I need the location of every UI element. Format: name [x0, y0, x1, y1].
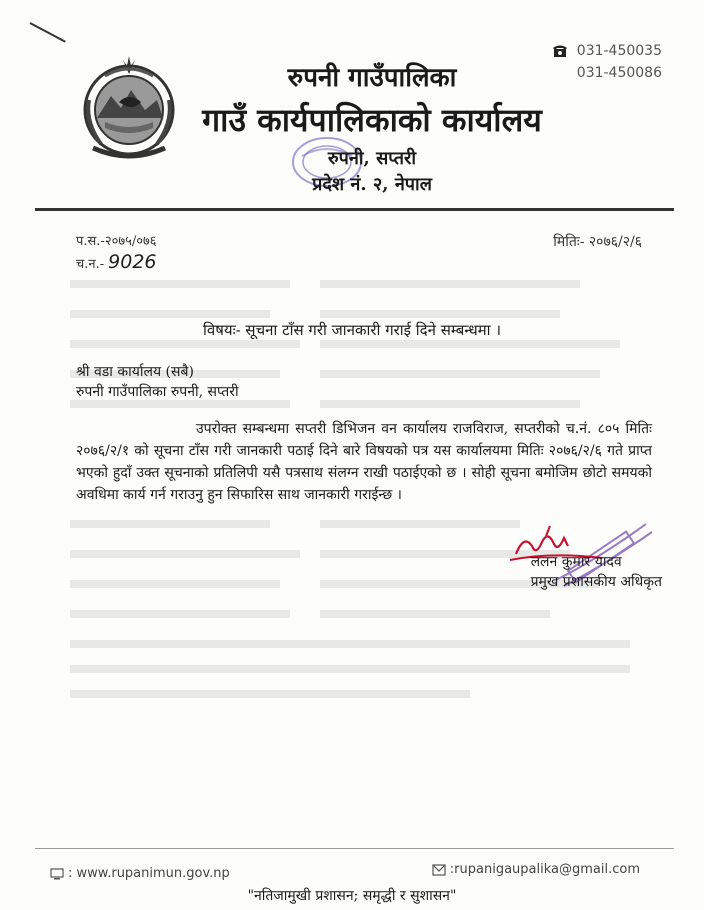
letter-body: उपरोक्त सम्बन्धमा सप्तरी डिभिजन वन कार्यालय राजविराज, सप्तरीको च.नं. ८०५ मितिः २०७६/२/१ को सूचना टाँस गरी जानकारी पठाई दिने बारे विषयको पत्र यस कार्यालयमा मितिः २०७६/२/६ गते प्राप्त भएको हुदाँ उक्त सूचनाको प्रतिलिपी यसै पत्रसाथ संलग्न राखी पठाईएको छ । सोही सूचना बमोजिम छोटो समयको अवधिमा कार्य गर्न गराउनु हुन सिफारिस साथ जानकारी गराईन्छ । [76, 421, 652, 503]
footer-email[interactable] [432, 862, 640, 877]
phone-icon [553, 44, 567, 58]
signer-title: प्रमुख प्रशासकीय अधिकृत [530, 574, 662, 590]
office-address: रुपनी, सप्तरी [327, 148, 417, 169]
reference-block [76, 232, 157, 275]
phone-number-1: 031-450035 [576, 43, 662, 59]
mail-icon [432, 864, 446, 876]
dispatch-number: 9026 [108, 251, 157, 273]
footer-divider [35, 848, 674, 849]
letter-date: मितिः- २०७६/२/६ [553, 234, 642, 250]
computer-icon [50, 868, 64, 880]
email-address[interactable]: :rupanigaupalika@gmail.com [449, 862, 640, 877]
signer-block [531, 552, 662, 592]
signer-name: ललन कुमार यादव [530, 554, 622, 570]
municipality-name: रुपनी गाउँपालिका [287, 63, 457, 93]
office-name: गाउँ कार्यपालिकाको कार्यालय [202, 101, 542, 139]
reference-number: प.स.-२०७५/०७६ [76, 234, 157, 249]
website-url[interactable]: : www.rupanimun.gov.np [68, 866, 230, 881]
dispatch-label: च.न.- [76, 257, 105, 272]
recipient-line-2: रुपनी गाउँपालिका रुपनी, सप्तरी [76, 384, 239, 400]
footer-website[interactable] [50, 866, 230, 881]
phone-number-2: 031-450086 [576, 65, 662, 81]
recipient-line-1: श्री वडा कार्यालय (सबै) [76, 364, 194, 380]
province: प्रदेश नं. २, नेपाल [312, 174, 432, 195]
header-divider [35, 208, 674, 211]
office-motto: "नतिजामुखी प्रशासन; समृद्धी र सुशासन" [247, 888, 457, 904]
recipient [76, 362, 239, 402]
letter-subject: विषयः- सूचना टाँस गरी जानकारी गराई दिने सम्बन्धमा । [202, 321, 502, 339]
corner-pen-mark [30, 22, 66, 43]
